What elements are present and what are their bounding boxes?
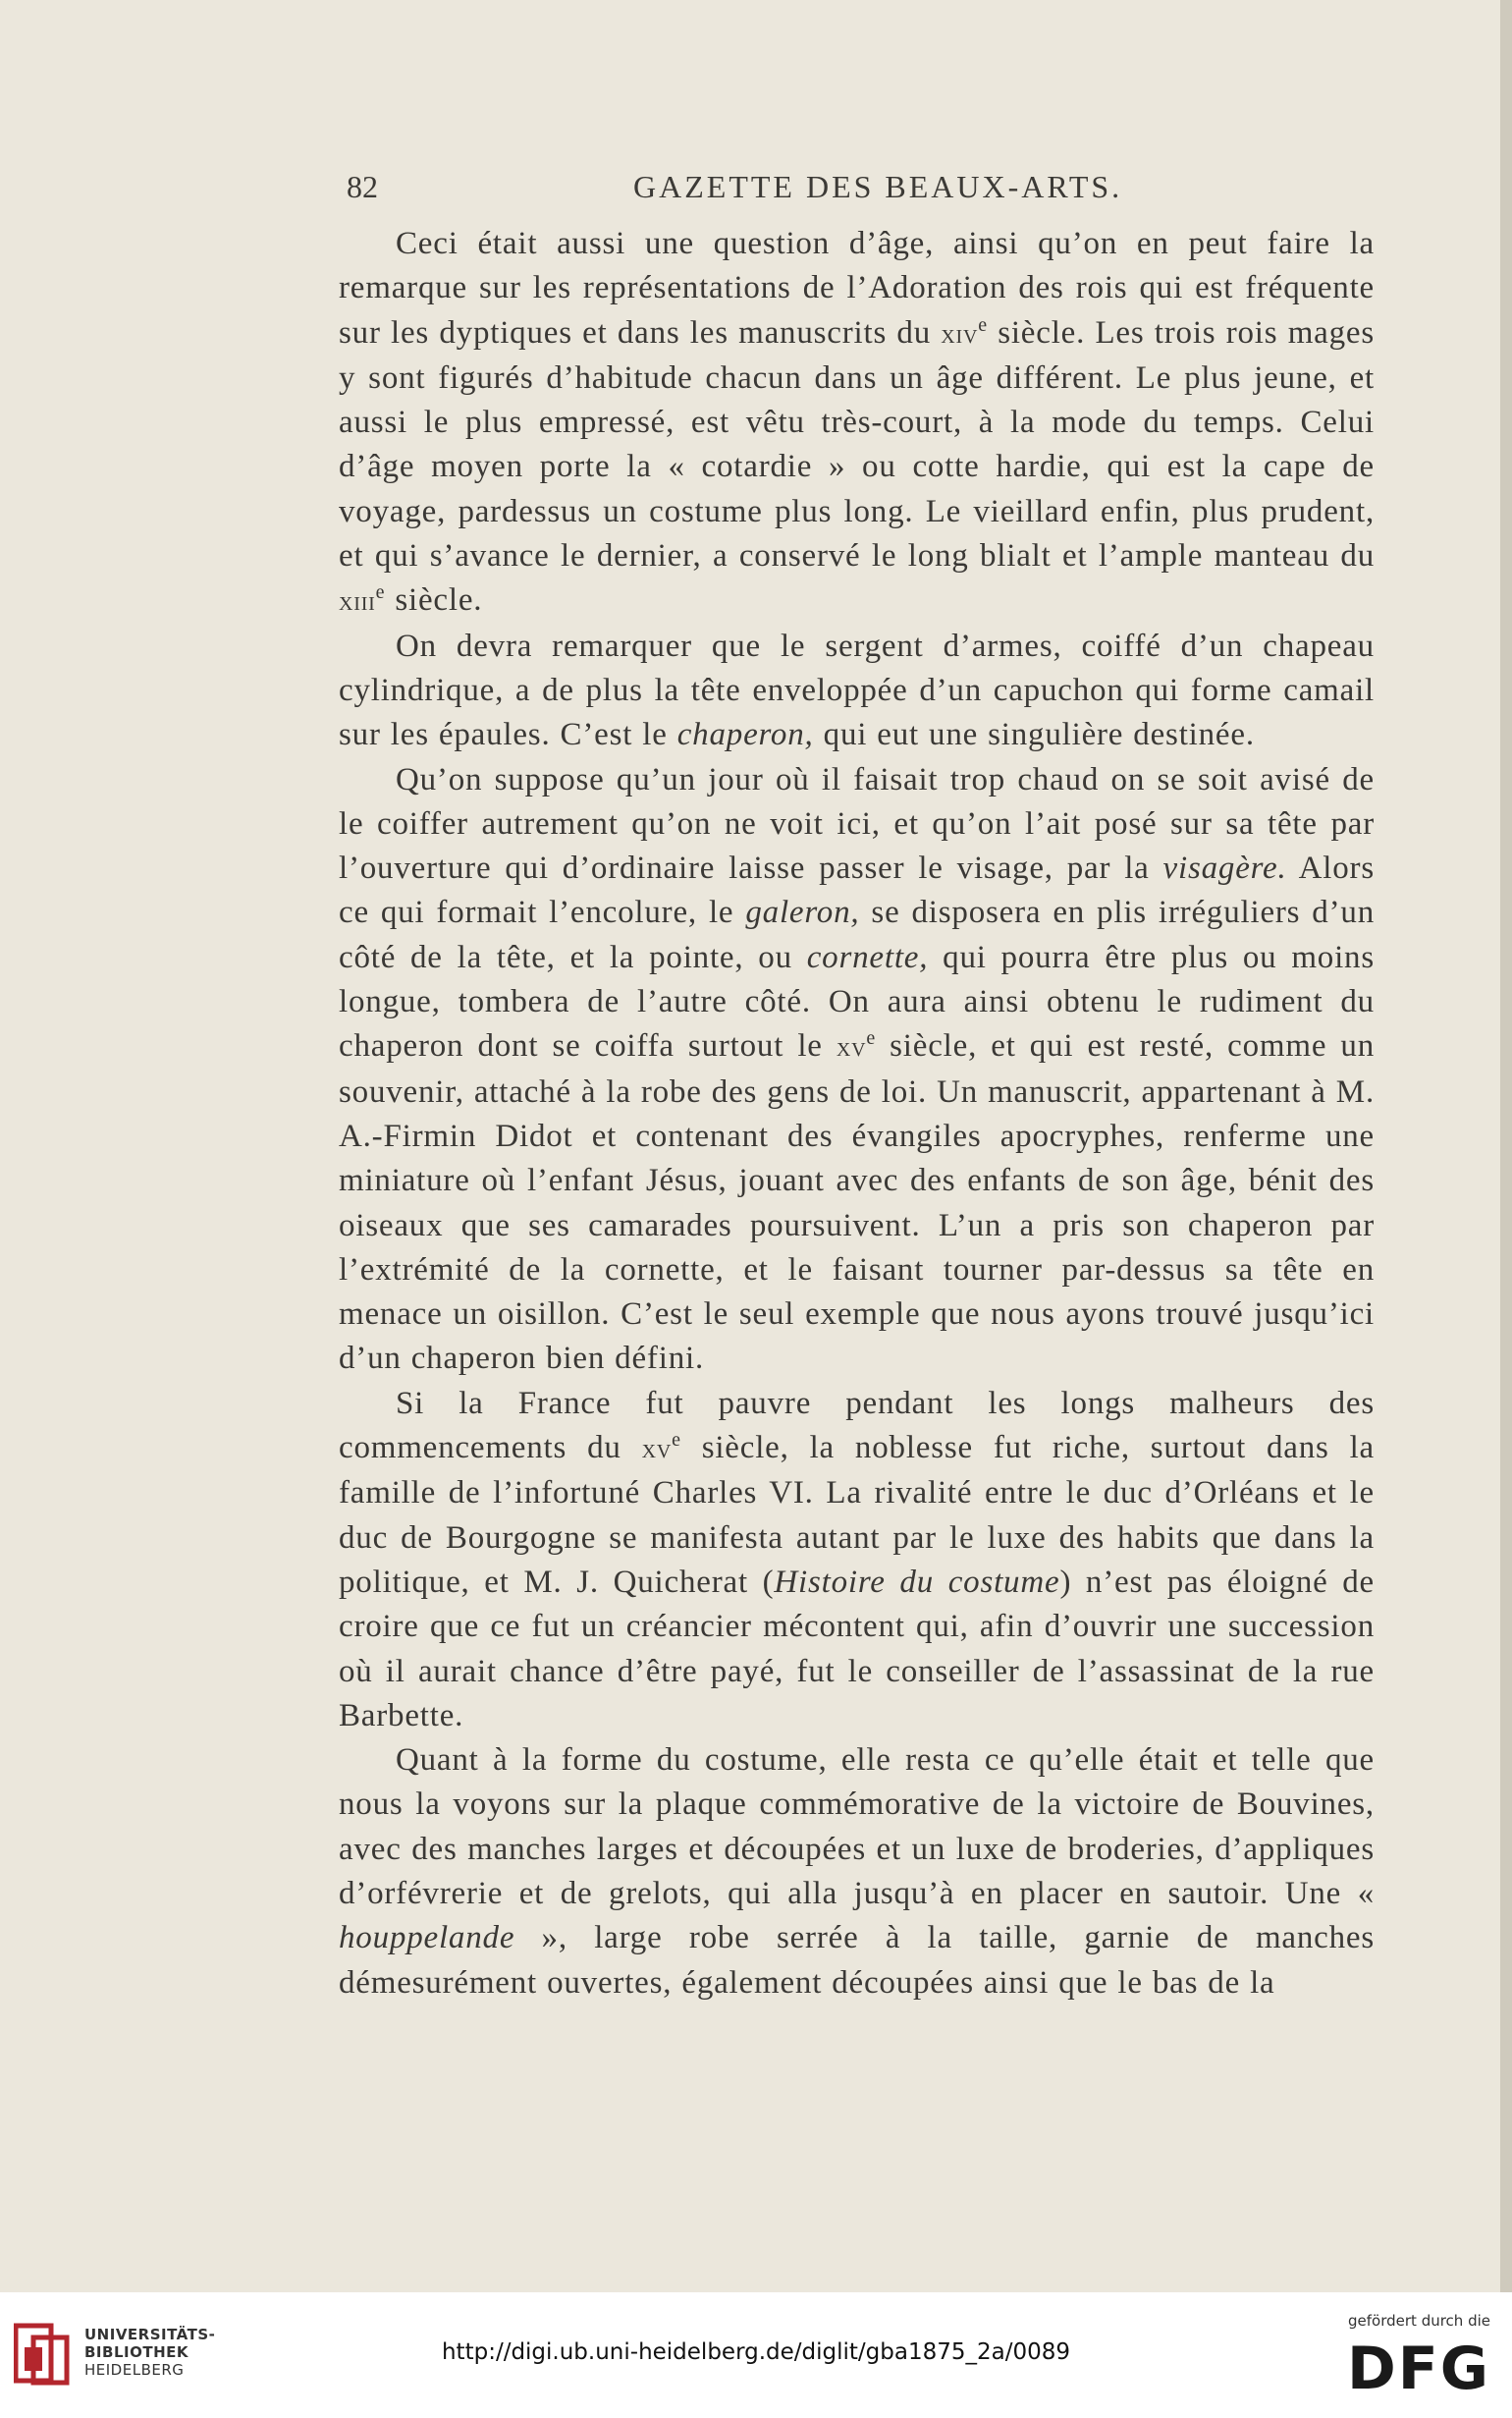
italic-term: cornette, <box>806 939 929 975</box>
italic-term: galeron, <box>745 895 860 931</box>
paragraph <box>339 758 1375 1382</box>
library-line-2: BIBLIOTHEK <box>84 2343 189 2361</box>
ordinal-suffix: e <box>866 1027 877 1050</box>
century-numeral: xiv <box>941 317 979 350</box>
dfg-logo-icon[interactable]: DFG <box>1346 2335 1490 2403</box>
text-run: siècle, la noblesse fut riche, surtout dans la famille de l’infortuné Charles VI. La rivalité entre le duc d’Orléans et le duc de Bourgogne se manifesta autant par le luxe des habits que dans la politique, et M. J. Quicherat ( <box>339 1430 1375 1600</box>
text-run: siècle. Les trois rois mages y sont figurés d’habitude chacun dans un âge différent. Le plus jeune, et aussi le plus empressé, est vêtu très-court, à la mode du temps. Celui d’âge moyen porte la « cotardie » ou cotte hardie, qui est la cape de voyage, pardessus un costume plus long. Le vieillard enfin, plus prudent, et qui s’avance le dernier, a conservé le long blialt et l’ample manteau du <box>339 314 1375 575</box>
ordinal-suffix: e <box>672 1429 681 1452</box>
italic-term: chaperon, <box>676 717 814 753</box>
text-run: qui pourra être plus ou moins longue, tombera de l’autre côté. On aura ainsi obtenu le rudiment du chaperon dont se coiffa surtout le <box>339 939 1375 1065</box>
paragraph <box>339 625 1375 758</box>
text-run: On devra remarquer que le sergent d’armes, coiffé d’un chapeau cylindrique, a de plus la tête enveloppée d’un capuchon qui forme camail sur les épaules. C’est le <box>339 628 1375 753</box>
permalink-url[interactable]: http://digi.ub.uni-heidelberg.de/diglit/gba1875_2a/0089 <box>441 2339 1071 2365</box>
text-run: qui eut une singulière destinée. <box>813 717 1255 753</box>
text-run: se disposera en plis irréguliers d’un côté de la tête, et la pointe, ou <box>339 895 1375 975</box>
library-line-1: UNIVERSITÄTS- <box>84 2326 216 2343</box>
running-title: GAZETTE DES BEAUX-ARTS. <box>633 169 1123 204</box>
text-run: Si la France fut pauvre pendant les longs malheurs des commencements du <box>339 1385 1375 1466</box>
italic-term: houppelande <box>339 1920 515 1956</box>
paragraph <box>339 1738 1375 2006</box>
century-numeral: xv <box>836 1031 867 1064</box>
scan-edge <box>1500 0 1512 2292</box>
century-numeral: xv <box>641 1433 673 1465</box>
text-run: », large robe serrée à la taille, garnie de manches démesurément ouvertes, également découpées ainsi que le bas de la <box>339 1920 1375 2001</box>
page-number: 82 <box>347 169 378 204</box>
ordinal-suffix: e <box>978 313 988 336</box>
text-run: Qu’on suppose qu’un jour où il faisait trop chaud on se soit avisé de le coiffer autrement qu’on ne voit ici, et qu’on l’ait posé sur sa tête par l’ouverture qui d’ordinaire laisse passer le visage, par la <box>339 761 1375 887</box>
text-run: siècle, et qui est resté, comme un souvenir, attaché à la robe des gens de loi. Un manuscrit, appartenant à M. A.-Firmin Didot et contenant des évangiles apocryphes, renferme une miniature où l’enfant Jésus, jouant avec des enfants de son âge, bénit des oiseaux que ses camarades poursuivent. L’un a pris son chaperon par l’extrémité de la cornette, et le faisant tourner par-dessus sa tête en menace un oisillon. C’est le seul exemple que nous ayons trouvé jusqu’ici d’un chaperon bien défini. <box>339 1028 1375 1377</box>
text-run: ) n’est pas éloigné de croire que ce fut un créancier mécontent qui, afin d’ouvrir une succession où il aurait chance d’être payé, fut le conseiller de l’assassinat de la rue Barbette. <box>339 1564 1375 1733</box>
italic-term: Histoire du costume <box>774 1564 1060 1600</box>
italic-term: visagère. <box>1162 851 1287 887</box>
body-text <box>339 222 1375 2006</box>
text-run: Ceci était aussi une question d’âge, ainsi qu’on en peut faire la remarque sur les représentations de l’Adoration des rois qui est fréquente sur les dyptiques et dans les manuscrits du <box>339 226 1375 351</box>
text-run: Alors ce qui formait l’encolure, le <box>339 851 1375 931</box>
library-line-3: HEIDELBERG <box>84 2361 185 2379</box>
funding-caption: gefördert durch die <box>1348 2312 1490 2330</box>
century-numeral: xiii <box>339 585 376 618</box>
paragraph <box>339 222 1375 625</box>
text-run: siècle. <box>385 582 483 619</box>
ordinal-suffix: e <box>375 581 386 604</box>
paragraph <box>339 1382 1375 1738</box>
text-run: Quant à la forme du costume, elle resta ce qu’elle était et telle que nous la voyons sur la plaque commémorative de la victoire de Bouvines, avec des manches larges et découpées et un luxe de broderies, d’appliques d’orfévrerie et de grelots, qui alla jusqu’à en placer en sautoir. Une « <box>339 1742 1375 1911</box>
